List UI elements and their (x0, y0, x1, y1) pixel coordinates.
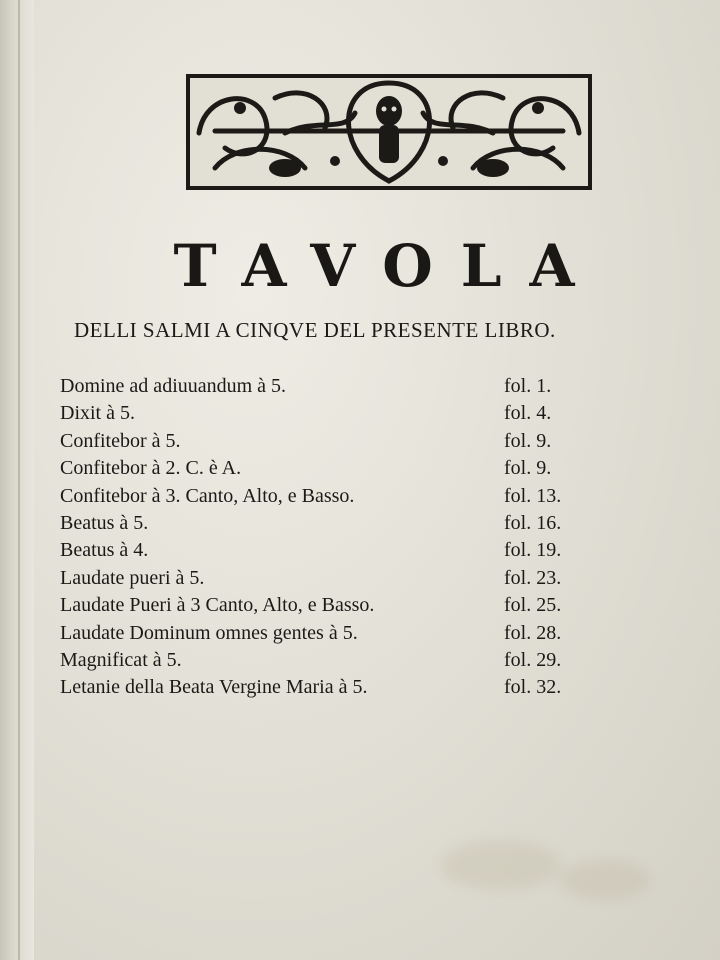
toc-entry-folio: fol. 9. (504, 429, 552, 452)
toc-entry (60, 455, 620, 482)
toc-entry-title: Confitebor à 5. (60, 429, 181, 452)
toc-entry-folio: fol. 29. (504, 648, 562, 671)
toc-entry-folio: fol. 32. (504, 676, 562, 699)
page-subtitle: DELLI SALMI A CINQVE DEL PRESENTE LIBRO. (74, 318, 556, 342)
toc-entry-folio: fol. 28. (504, 621, 562, 644)
toc-entry-title: Letanie della Beata Vergine Maria à 5. (60, 676, 368, 699)
toc-entry-title: Magnificat à 5. (60, 648, 182, 671)
woodcut-headpiece-icon (185, 73, 593, 191)
toc-entry-title: Beatus à 5. (60, 511, 149, 534)
toc-entry (60, 510, 620, 537)
toc-entry-folio: fol. 13. (504, 484, 562, 507)
toc-entry-folio: fol. 4. (504, 402, 552, 425)
toc-entry (60, 373, 620, 400)
toc-entry-folio: fol. 9. (504, 457, 552, 480)
paper-stain (440, 840, 560, 890)
toc-entry (60, 647, 620, 674)
toc-entry (60, 592, 620, 619)
toc-entry-title: Confitebor à 2. C. è A. (60, 457, 242, 480)
toc-entry-folio: fol. 23. (504, 566, 562, 589)
page-title: TAVOLA (173, 232, 603, 300)
toc-entry-folio: fol. 16. (504, 511, 562, 534)
paper-stain (560, 860, 650, 900)
toc-entry (60, 400, 620, 427)
toc-entry (60, 537, 620, 564)
toc-entry (60, 565, 620, 592)
page-gutter (0, 0, 34, 960)
table-of-contents (60, 373, 620, 702)
toc-entry-title: Laudate pueri à 5. (60, 566, 205, 589)
toc-entry-title: Beatus à 4. (60, 539, 149, 562)
toc-entry-title: Laudate Pueri à 3 Canto, Alto, e Basso. (60, 594, 375, 617)
toc-entry-title: Laudate Dominum omnes gentes à 5. (60, 621, 358, 644)
toc-entry-folio: fol. 19. (504, 539, 562, 562)
toc-entry-title: Domine ad adiuuandum à 5. (60, 375, 287, 397)
toc-entry-folio: fol. 1. (504, 375, 552, 397)
toc-entry-folio: fol. 25. (504, 594, 562, 617)
toc-entry (60, 428, 620, 455)
toc-entry (60, 483, 620, 510)
toc-entry (60, 620, 620, 647)
toc-entry-title: Confitebor à 3. Canto, Alto, e Basso. (60, 484, 355, 507)
toc-entry-title: Dixit à 5. (60, 402, 135, 425)
gutter-fold-line (18, 0, 20, 960)
toc-entry (60, 674, 620, 701)
